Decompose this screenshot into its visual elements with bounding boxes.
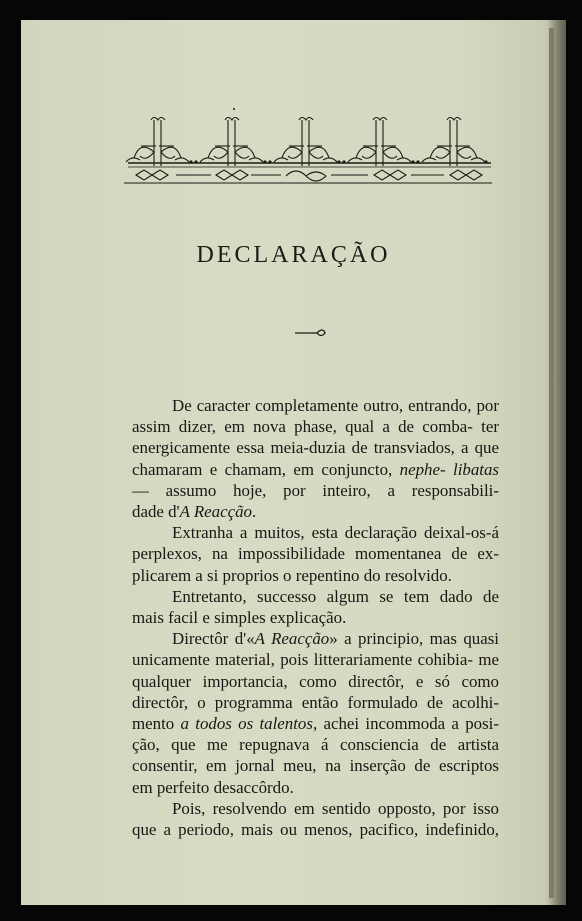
text-line: dade d'A Reacção. xyxy=(132,502,257,522)
text-line: directôr, o programma então formulado de acolhi- xyxy=(132,692,499,712)
paragraph-4-end xyxy=(132,777,499,798)
text-line: consentir, em jornal meu, na inserção de escriptos xyxy=(132,756,499,776)
italic-phrase: A Reacção xyxy=(179,502,252,522)
text-line: mento a todos os talentos, achei incommoda a posi- xyxy=(132,714,499,734)
italic-phrase: A Reacção xyxy=(254,629,330,649)
text-line: plicarem a si proprios o repentino do resolvido. xyxy=(132,565,452,585)
italic-phrase: libatas xyxy=(453,459,499,479)
text-line: que a periodo, mais ou menos, pacifico, indefinido, xyxy=(132,820,499,840)
italic-phrase: nephe- xyxy=(399,459,446,479)
page-title: DECLARAÇÃO xyxy=(196,242,391,268)
text-line: De caracter completamente outro, entrando, xyxy=(172,396,472,415)
header-vignette-ornament xyxy=(116,106,496,206)
paragraph-3-end xyxy=(132,607,499,628)
text-line: Entretanto, successo algum se tem dado de xyxy=(172,586,499,606)
paragraph-1-end xyxy=(132,501,499,522)
text-line: unicamente material, pois litterariamente cohibia- xyxy=(132,650,473,670)
book-page xyxy=(21,20,566,905)
page-edge-shadow xyxy=(549,28,554,898)
paragraph-4 xyxy=(132,628,499,776)
text-line: mais facil e simples explicação. xyxy=(132,608,347,628)
text-line: Pois, resolvendo em sentido opposto, por isso xyxy=(172,798,499,818)
separator-ornament xyxy=(293,326,329,340)
paragraph-3 xyxy=(132,586,499,607)
text-line: perplexos, na impossibilidade momentanea de ex- xyxy=(132,544,499,564)
text-line: em perfeito desaccôrdo. xyxy=(132,777,294,797)
body-text xyxy=(132,395,499,840)
paragraph-5 xyxy=(132,798,499,840)
text-line: libatas — assumo hoje, por inteiro, a responsabili- xyxy=(132,459,499,500)
text-line: ter energicamente essa meia-duzia de transviados, xyxy=(132,417,499,458)
paragraph-2 xyxy=(132,522,499,564)
text-line: por assim dizer, em nova phase, qual a de comba- xyxy=(132,396,499,437)
text-line: a que chamaram e chamam, em conjuncto, nephe- xyxy=(132,438,499,479)
text-line: Directôr d'«A Reacção» a principio, mas quasi xyxy=(172,629,499,649)
text-line: me qualquer importancia, como directôr, e só como xyxy=(132,650,499,691)
paragraph-1 xyxy=(132,395,499,501)
italic-phrase: a todos os talentos xyxy=(180,714,313,734)
text-line: ção, que me repugnava á consciencia de artista xyxy=(132,735,499,755)
paragraph-2-end xyxy=(132,565,499,586)
text-line: Extranha a muitos, esta declaração deixal-os-á xyxy=(172,523,499,543)
